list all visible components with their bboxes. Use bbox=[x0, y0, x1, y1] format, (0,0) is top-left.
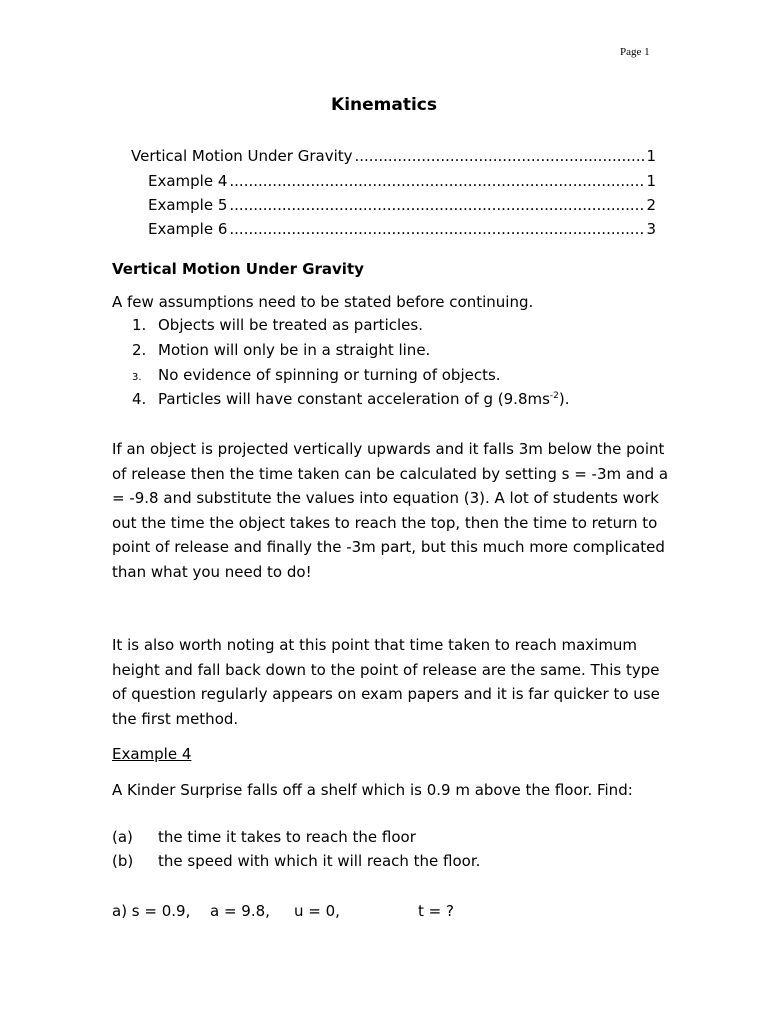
list-item bbox=[132, 341, 430, 359]
list-item bbox=[132, 366, 501, 384]
toc-entry-example-5[interactable] bbox=[148, 196, 656, 214]
part-text: the speed with which it will reach the floor. bbox=[158, 852, 481, 870]
toc-entry-page: 2 bbox=[646, 196, 656, 214]
toc-leader-dots bbox=[355, 147, 645, 165]
list-text-suffix: ). bbox=[558, 390, 570, 408]
working-t: t = ? bbox=[418, 902, 454, 920]
part-label: (a) bbox=[112, 828, 133, 846]
question-part-a bbox=[112, 828, 416, 846]
working-u: u = 0, bbox=[294, 902, 340, 920]
list-number: 1. bbox=[132, 316, 147, 334]
list-item bbox=[132, 316, 423, 334]
working-s: a) s = 0.9, bbox=[112, 902, 191, 920]
toc-leader-dots bbox=[229, 196, 644, 214]
section-intro: A few assumptions need to be stated before continuing. bbox=[112, 293, 534, 311]
working-a: a = 9.8, bbox=[210, 902, 270, 920]
question-part-b bbox=[112, 852, 480, 870]
toc-entry-vertical-motion[interactable] bbox=[131, 147, 656, 165]
toc-leader-dots bbox=[229, 172, 644, 190]
paragraph-projectile: If an object is projected vertically upwards and it falls 3m below the point of release then the time taken can be calculated by setting s = -3m and a = -9.8 and substitute the values into equation (3). A lot of students work out the time the object takes to reach the top, then the time to return to point of release and finally the -3m part, but this much more complicated than what you need to do! bbox=[112, 440, 669, 581]
page-number: Page 1 bbox=[620, 46, 650, 58]
list-text: No evidence of spinning or turning of objects. bbox=[158, 366, 501, 384]
toc-entry-page: 3 bbox=[646, 220, 656, 238]
toc-entry-page: 1 bbox=[646, 172, 656, 190]
toc-entry-label: Example 5 bbox=[148, 196, 228, 214]
toc-entry-example-6[interactable] bbox=[148, 220, 656, 238]
toc-entry-example-4[interactable] bbox=[148, 172, 656, 190]
toc-entry-label: Example 4 bbox=[148, 172, 228, 190]
list-number: 2. bbox=[132, 341, 147, 359]
page-title: Kinematics bbox=[331, 95, 437, 115]
paragraph-time-note: It is also worth noting at this point that time taken to reach maximum height and fall back down to the point of release are the same. This type of question regularly appears on exam papers and it is far quicker to use the first method. bbox=[112, 636, 660, 728]
toc-entry-label: Vertical Motion Under Gravity bbox=[131, 147, 353, 165]
part-text: the time it takes to reach the floor bbox=[158, 828, 416, 846]
toc-entry-label: Example 6 bbox=[148, 220, 228, 238]
example-heading: Example 4 bbox=[112, 745, 192, 763]
section-heading: Vertical Motion Under Gravity bbox=[112, 260, 364, 278]
list-text: Particles will have constant acceleration of g (9.8ms bbox=[158, 390, 550, 408]
list-number: 3. bbox=[132, 372, 142, 383]
list-text: Objects will be treated as particles. bbox=[158, 316, 423, 334]
superscript-exponent: -2 bbox=[549, 391, 559, 401]
toc-entry-page: 1 bbox=[646, 147, 656, 165]
list-number: 4. bbox=[132, 390, 147, 408]
list-item bbox=[132, 390, 570, 408]
part-label: (b) bbox=[112, 852, 134, 870]
example-question: A Kinder Surprise falls off a shelf which is 0.9 m above the floor. Find: bbox=[112, 781, 633, 799]
list-text: Motion will only be in a straight line. bbox=[158, 341, 431, 359]
toc-leader-dots bbox=[229, 220, 644, 238]
